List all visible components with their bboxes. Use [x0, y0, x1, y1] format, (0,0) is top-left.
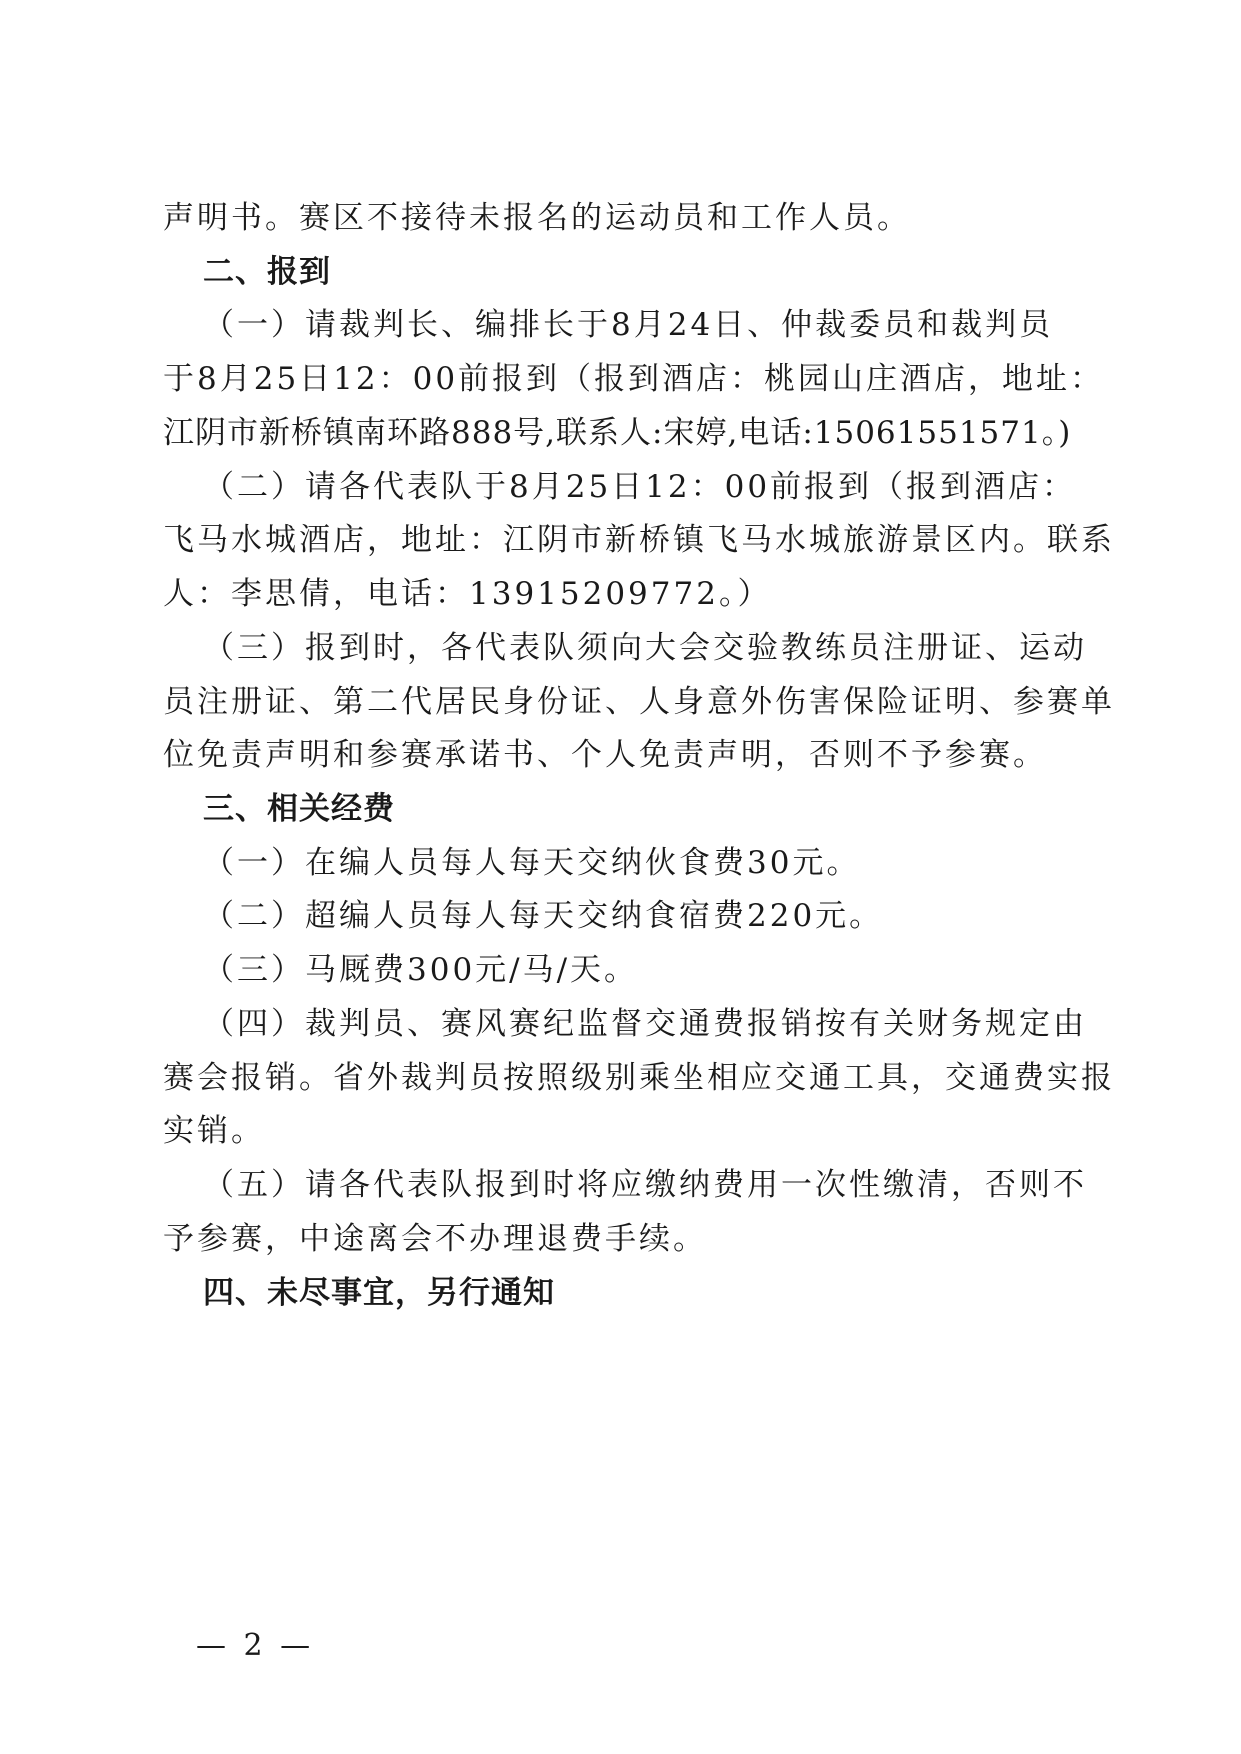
paragraph-line: 于8月25日12：00前报到（报到酒店：桃园山庄酒店，地址： [163, 361, 1105, 397]
paragraph-line: 实销。 [163, 1113, 265, 1149]
paragraph-line: 赛会报销。省外裁判员按照级别乘坐相应交通工具，交通费实报 [163, 1060, 1115, 1096]
section-heading-registration: 二、报到 [203, 254, 331, 290]
paragraph-line: （四）裁判员、赛风赛纪监督交通费报销按有关财务规定由 [203, 1006, 1087, 1042]
paragraph-line: 人：李思倩，电话：13915209772。） [163, 576, 772, 612]
paragraph-line: （二）超编人员每人每天交纳食宿费220元。 [203, 898, 884, 934]
paragraph-line: 飞马水城酒店，地址：江阴市新桥镇飞马水城旅游景区内。联系 [163, 522, 1115, 558]
paragraph-line: （一）请裁判长、编排长于8月24日、仲裁委员和裁判员 [203, 307, 1054, 343]
paragraph-line: （二）请各代表队于8月25日12：00前报到（报到酒店： [203, 469, 1077, 505]
paragraph-line: （三）马厩费300元/马/天。 [203, 952, 639, 988]
section-heading-misc: 四、未尽事宜，另行通知 [203, 1275, 555, 1311]
paragraph-line: （三）报到时，各代表队须向大会交验教练员注册证、运动 [203, 630, 1087, 666]
paragraph-line: （一）在编人员每人每天交纳伙食费30元。 [203, 845, 861, 881]
section-heading-fees: 三、相关经费 [203, 791, 395, 827]
paragraph-line: 予参赛，中途离会不办理退费手续。 [163, 1221, 707, 1257]
paragraph-line: 员注册证、第二代居民身份证、人身意外伤害保险证明、参赛单 [163, 684, 1115, 720]
paragraph-line: 声明书。赛区不接待未报名的运动员和工作人员。 [163, 200, 911, 236]
paragraph-line: 位免责声明和参赛承诺书、个人免责声明，否则不予参赛。 [163, 737, 1047, 773]
paragraph-line: （五）请各代表队报到时将应缴纳费用一次性缴清，否则不 [203, 1167, 1087, 1203]
paragraph-line: 江阴市新桥镇南环路888号,联系人:宋婷,电话:15061551571。) [163, 415, 1072, 451]
page-number: — 2 — [196, 1628, 315, 1663]
